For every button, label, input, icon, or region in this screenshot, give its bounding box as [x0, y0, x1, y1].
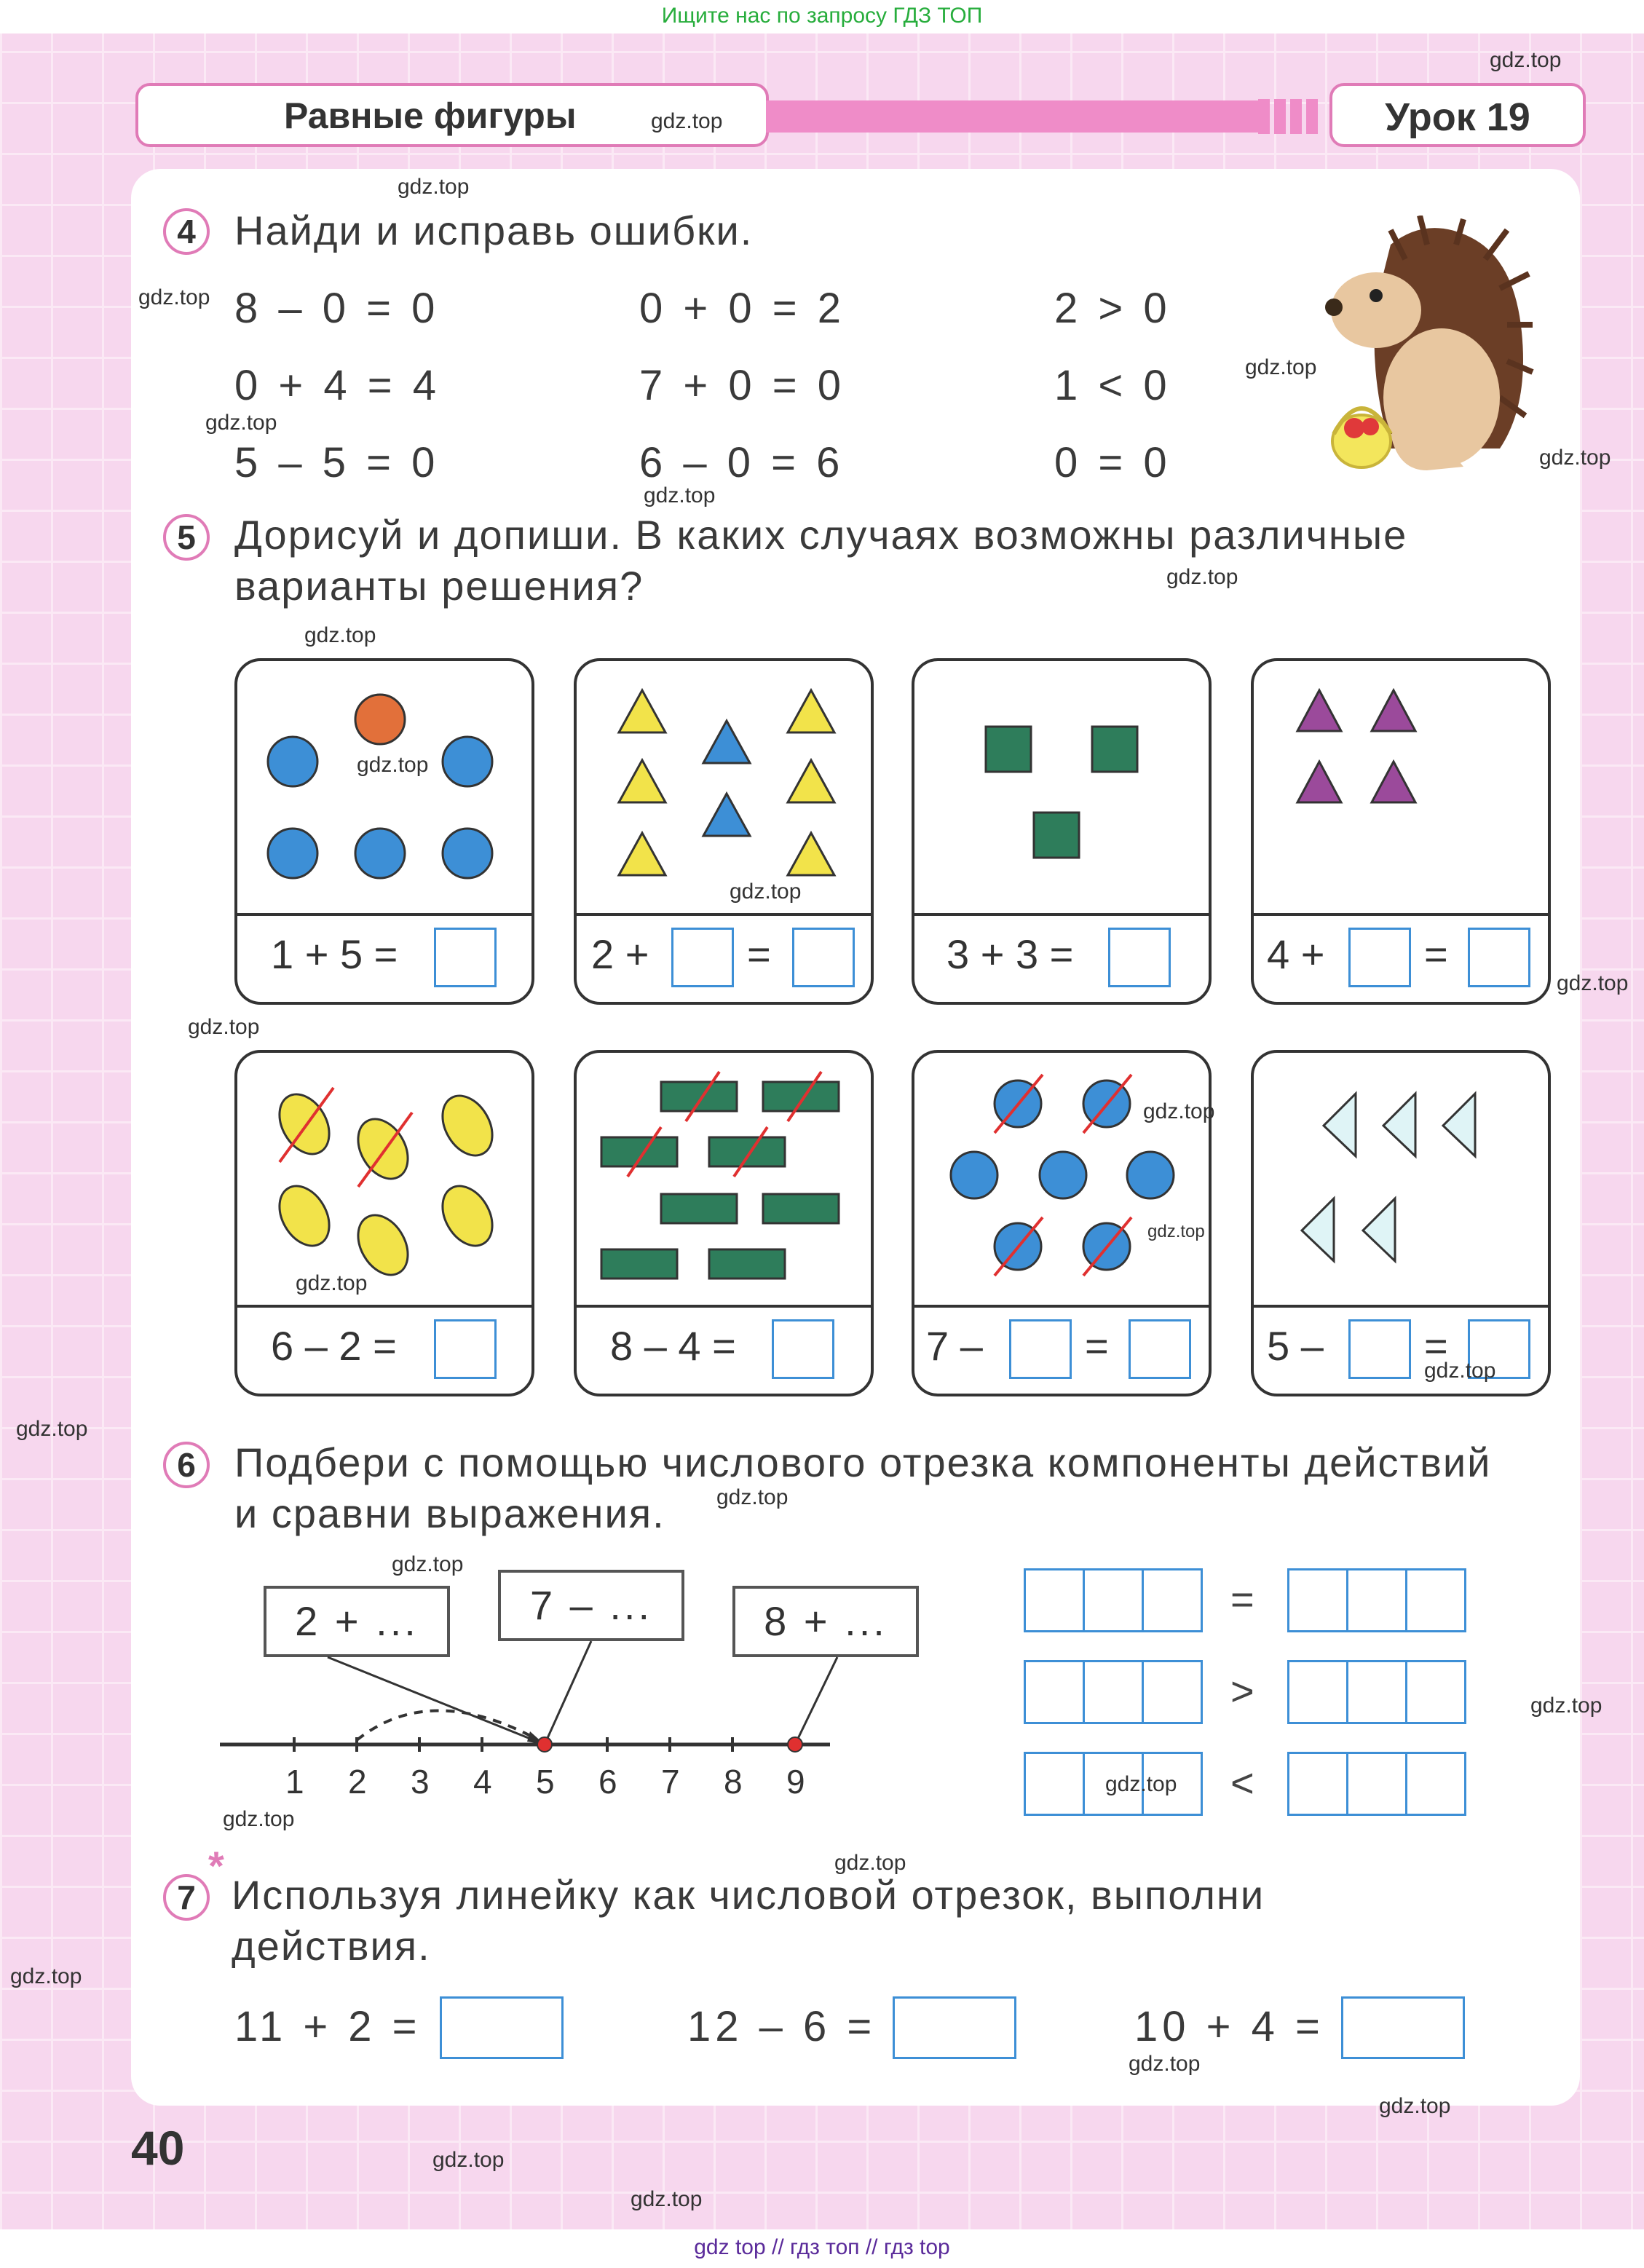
card-figures-rectangles — [577, 1053, 871, 1302]
answer-box[interactable] — [1346, 1568, 1407, 1632]
watermark: gdz.top — [1105, 1772, 1177, 1796]
answer-box[interactable] — [1024, 1568, 1085, 1632]
watermark: gdz.top — [631, 2187, 703, 2211]
answer-box[interactable] — [1346, 1660, 1407, 1724]
page-number: 40 — [131, 2121, 185, 2175]
watermark: gdz.top — [296, 1271, 368, 1295]
card-expression: 7 – — [926, 1323, 983, 1369]
task7-expr: 10 + 4 = — [1134, 2003, 1324, 2050]
answer-box[interactable] — [1009, 1319, 1072, 1379]
answer-box[interactable] — [893, 1996, 1016, 2059]
task7-expr: 11 + 2 = — [234, 2003, 422, 2050]
lesson-title: Урок 19 — [1385, 95, 1530, 139]
card-expression: 8 – 4 = — [610, 1323, 736, 1369]
page-title: Равные фигуры — [284, 95, 577, 136]
card-figures-ovals — [237, 1053, 531, 1302]
card-divider — [574, 913, 874, 916]
answer-box[interactable] — [1341, 1996, 1465, 2059]
compare-sign: > — [1230, 1668, 1254, 1714]
task6-text-line1: Подбери с помощью числового отрезка компоненты действий — [234, 1439, 1492, 1485]
compare-sign: = — [1230, 1576, 1254, 1622]
card-divider — [912, 1305, 1212, 1308]
answer-box[interactable] — [1405, 1752, 1466, 1816]
answer-box[interactable] — [1083, 1660, 1144, 1724]
task5-text-line2: варианты решения? — [234, 563, 644, 609]
card-divider — [574, 1305, 874, 1308]
task4-expr: 2 > 0 — [1054, 285, 1171, 332]
number-line — [218, 1573, 845, 1762]
task6-number: 6 — [163, 1442, 210, 1488]
answer-box[interactable] — [434, 928, 497, 987]
card-expression: 1 + 5 = — [271, 931, 398, 977]
card-figures-blue-circles — [914, 1053, 1209, 1302]
card-divider — [1251, 913, 1551, 916]
answer-box[interactable] — [1108, 928, 1171, 987]
tick-label: 6 — [598, 1763, 617, 1801]
answer-box[interactable] — [1129, 1319, 1191, 1379]
answer-box[interactable] — [1024, 1752, 1085, 1816]
answer-box[interactable] — [772, 1319, 834, 1379]
watermark: gdz.top — [1129, 2052, 1201, 2076]
task7-text-line1: Используя линейку как числовой отрезок, выполни — [232, 1872, 1265, 1918]
header-bar — [766, 100, 1265, 133]
tick-label: 1 — [285, 1763, 304, 1801]
watermark: gdz.top — [1490, 48, 1562, 72]
watermark: gdz.top — [304, 623, 376, 647]
task4-expr: 0 = 0 — [1054, 439, 1171, 486]
answer-box[interactable] — [1405, 1660, 1466, 1724]
watermark: gdz.top — [1143, 1099, 1215, 1123]
watermark: gdz.top — [16, 1417, 88, 1441]
card-equals: = — [1085, 1323, 1109, 1369]
difficulty-star: * — [208, 1843, 224, 1889]
card-expression: 4 + — [1267, 931, 1325, 977]
answer-box[interactable] — [1468, 928, 1530, 987]
card-expression: 3 + 3 = — [947, 931, 1074, 977]
watermark: gdz.top — [138, 285, 210, 309]
compare-sign: < — [1230, 1760, 1254, 1806]
task7-number: 7 — [163, 1874, 210, 1921]
watermark: gdz.top — [223, 1807, 295, 1831]
watermark: gdz.top — [730, 880, 802, 904]
tick-label: 9 — [786, 1763, 805, 1801]
watermark: gdz.top — [1379, 2094, 1451, 2118]
header-stripes — [1258, 99, 1321, 134]
answer-box[interactable] — [1348, 1319, 1411, 1379]
card-divider — [1251, 1305, 1551, 1308]
task4-text: Найди и исправь ошибки. — [234, 208, 754, 253]
answer-box[interactable] — [1287, 1568, 1348, 1632]
answer-box[interactable] — [671, 928, 734, 987]
watermark: gdz.top — [1245, 355, 1317, 379]
watermark: gdz.top — [205, 411, 277, 435]
bottom-note: gdz top // гдз топ // гдз top — [0, 2229, 1644, 2268]
answer-box[interactable] — [1142, 1568, 1203, 1632]
task5-text-line1: Дорисуй и допиши. В каких случаях возможны различные — [234, 512, 1408, 558]
task4-expr: 1 < 0 — [1054, 362, 1171, 409]
task6-text-line2: и сравни выражения. — [234, 1490, 665, 1536]
expression-label: 8 + ... — [732, 1586, 919, 1657]
task5-number: 5 — [163, 514, 210, 561]
answer-box[interactable] — [1346, 1752, 1407, 1816]
task4-expr: 0 + 0 = 2 — [639, 285, 845, 332]
answer-box[interactable] — [1142, 1660, 1203, 1724]
watermark: gdz.top — [1424, 1359, 1496, 1383]
card-expression: 6 – 2 = — [271, 1323, 397, 1369]
tick-label: 5 — [536, 1763, 555, 1801]
task4-expr: 6 – 0 = 6 — [639, 439, 845, 486]
card-figures-light-triangles — [1254, 1053, 1548, 1302]
task4-expr: 7 + 0 = 0 — [639, 362, 845, 409]
answer-box[interactable] — [1348, 928, 1411, 987]
card-figures-circles — [237, 661, 531, 910]
expression-label: 2 + ... — [264, 1586, 450, 1657]
tick-label: 3 — [411, 1763, 430, 1801]
watermark: gdz.top — [392, 1552, 464, 1576]
watermark: gdz.top — [188, 1015, 260, 1039]
card-expression: 5 – — [1267, 1323, 1324, 1369]
card-divider — [234, 1305, 534, 1308]
watermark: gdz.top — [357, 753, 429, 777]
watermark: gdz.top — [398, 175, 470, 199]
answer-box[interactable] — [434, 1319, 497, 1379]
task7-expr: 12 – 6 = — [687, 2003, 877, 2050]
card-figures-triangles — [577, 661, 871, 910]
tick-label: 8 — [724, 1763, 743, 1801]
watermark: gdz.top — [644, 483, 716, 507]
card-divider — [234, 913, 534, 916]
watermark: gdz.top — [651, 109, 723, 133]
watermark: gdz.top — [1166, 565, 1238, 589]
card-equals: = — [747, 931, 771, 977]
expression-label: 7 – ... — [498, 1570, 684, 1641]
task4-expr: 0 + 4 = 4 — [234, 362, 440, 409]
task7-text-line2: действия. — [232, 1923, 431, 1969]
card-figures-squares — [914, 661, 1209, 910]
watermark: gdz.top — [1147, 1222, 1205, 1241]
card-equals: = — [1424, 1323, 1448, 1369]
task4-number: 4 — [163, 208, 210, 255]
task4-expr: 8 – 0 = 0 — [234, 285, 440, 332]
watermark: gdz.top — [716, 1485, 789, 1509]
watermark: gdz.top — [1530, 1694, 1602, 1718]
tick-label: 2 — [348, 1763, 367, 1801]
card-expression: 2 + — [591, 931, 649, 977]
tick-label: 7 — [661, 1763, 680, 1801]
task4-expr: 5 – 5 = 0 — [234, 439, 440, 486]
tick-label: 4 — [473, 1763, 492, 1801]
answer-box[interactable] — [1024, 1660, 1085, 1724]
watermark: gdz.top — [834, 1851, 906, 1875]
answer-box[interactable] — [440, 1996, 564, 2059]
answer-box[interactable] — [1287, 1752, 1348, 1816]
answer-box[interactable] — [1405, 1568, 1466, 1632]
answer-box[interactable] — [792, 928, 855, 987]
watermark: gdz.top — [10, 1964, 82, 1988]
watermark: gdz.top — [1557, 971, 1629, 995]
watermark: gdz.top — [432, 2148, 505, 2172]
card-equals: = — [1424, 931, 1448, 977]
card-divider — [912, 913, 1212, 916]
answer-box[interactable] — [1287, 1660, 1348, 1724]
top-note: Ищите нас по запросу ГДЗ ТОП — [0, 0, 1644, 33]
answer-box[interactable] — [1083, 1568, 1144, 1632]
card-figures-purple-triangles — [1254, 661, 1548, 910]
hedgehog-illustration — [1281, 216, 1536, 492]
watermark: gdz.top — [1539, 446, 1611, 470]
